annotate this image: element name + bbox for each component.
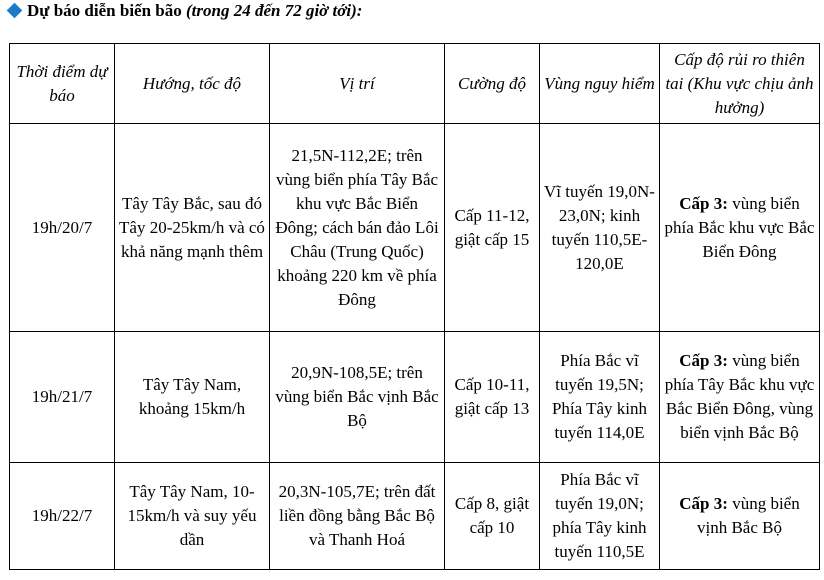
cell-risk (660, 124, 820, 332)
header-time: Thời điểm dự báo (10, 44, 115, 124)
table-row (10, 124, 820, 332)
cell-risk (660, 463, 820, 570)
cell-intensity: Cấp 8, giật cấp 10 (445, 463, 540, 570)
table-row (10, 463, 820, 570)
cell-position: 21,5N-112,2E; trên vùng biển phía Tây Bắc khu vực Bắc Biển Đông; cách bán đảo Lôi Châu (Trung Quốc) khoảng 220 km về phía Đông (270, 124, 445, 332)
risk-level: Cấp 3: (679, 193, 728, 213)
cell-position: 20,9N-108,5E; trên vùng biển Bắc vịnh Bắc Bộ (270, 332, 445, 463)
header-risk: Cấp độ rủi ro thiên tai (Khu vực chịu ảnh hưởng) (660, 44, 820, 124)
header-intensity: Cường độ (445, 44, 540, 124)
section-heading (6, 0, 362, 22)
header-position: Vị trí (270, 44, 445, 124)
risk-area: vùng biển vịnh Bắc Bộ (697, 494, 800, 537)
cell-danger-zone: Phía Bắc vĩ tuyến 19,0N; phía Tây kinh tuyến 110,5E (540, 463, 660, 570)
header-danger-zone: Vùng nguy hiểm (540, 44, 660, 124)
cell-position: 20,3N-105,7E; trên đất liền đồng bằng Bắc Bộ và Thanh Hoá (270, 463, 445, 570)
cell-time: 19h/21/7 (10, 332, 115, 463)
cell-intensity: Cấp 10-11, giật cấp 13 (445, 332, 540, 463)
heading-subtitle: (trong 24 đến 72 giờ tới): (186, 1, 363, 20)
risk-area: vùng biển phía Tây Bắc khu vực Bắc Biển Đông, vùng biển vịnh Bắc Bộ (664, 351, 815, 442)
diamond-bullet-icon (7, 3, 23, 19)
cell-direction: Tây Tây Nam, khoảng 15km/h (115, 332, 270, 463)
header-direction: Hướng, tốc độ (115, 44, 270, 124)
storm-forecast-table (9, 43, 820, 570)
cell-direction: Tây Tây Bắc, sau đó Tây 20-25km/h và có khả năng mạnh thêm (115, 124, 270, 332)
cell-risk (660, 332, 820, 463)
cell-danger-zone: Phía Bắc vĩ tuyến 19,5N; Phía Tây kinh tuyến 114,0E (540, 332, 660, 463)
table-header-row (10, 44, 820, 124)
risk-level: Cấp 3: (679, 351, 728, 370)
table-row (10, 332, 820, 463)
cell-danger-zone: Vĩ tuyến 19,0N-23,0N; kinh tuyến 110,5E-120,0E (540, 124, 660, 332)
cell-time: 19h/22/7 (10, 463, 115, 570)
risk-area: vùng biển phía Bắc khu vực Bắc Biển Đông (664, 193, 815, 261)
heading-main: Dự báo diễn biến bão (27, 1, 182, 20)
cell-time: 19h/20/7 (10, 124, 115, 332)
risk-level: Cấp 3: (679, 494, 728, 513)
cell-direction: Tây Tây Nam, 10-15km/h và suy yếu dần (115, 463, 270, 570)
cell-intensity: Cấp 11-12, giật cấp 15 (445, 124, 540, 332)
